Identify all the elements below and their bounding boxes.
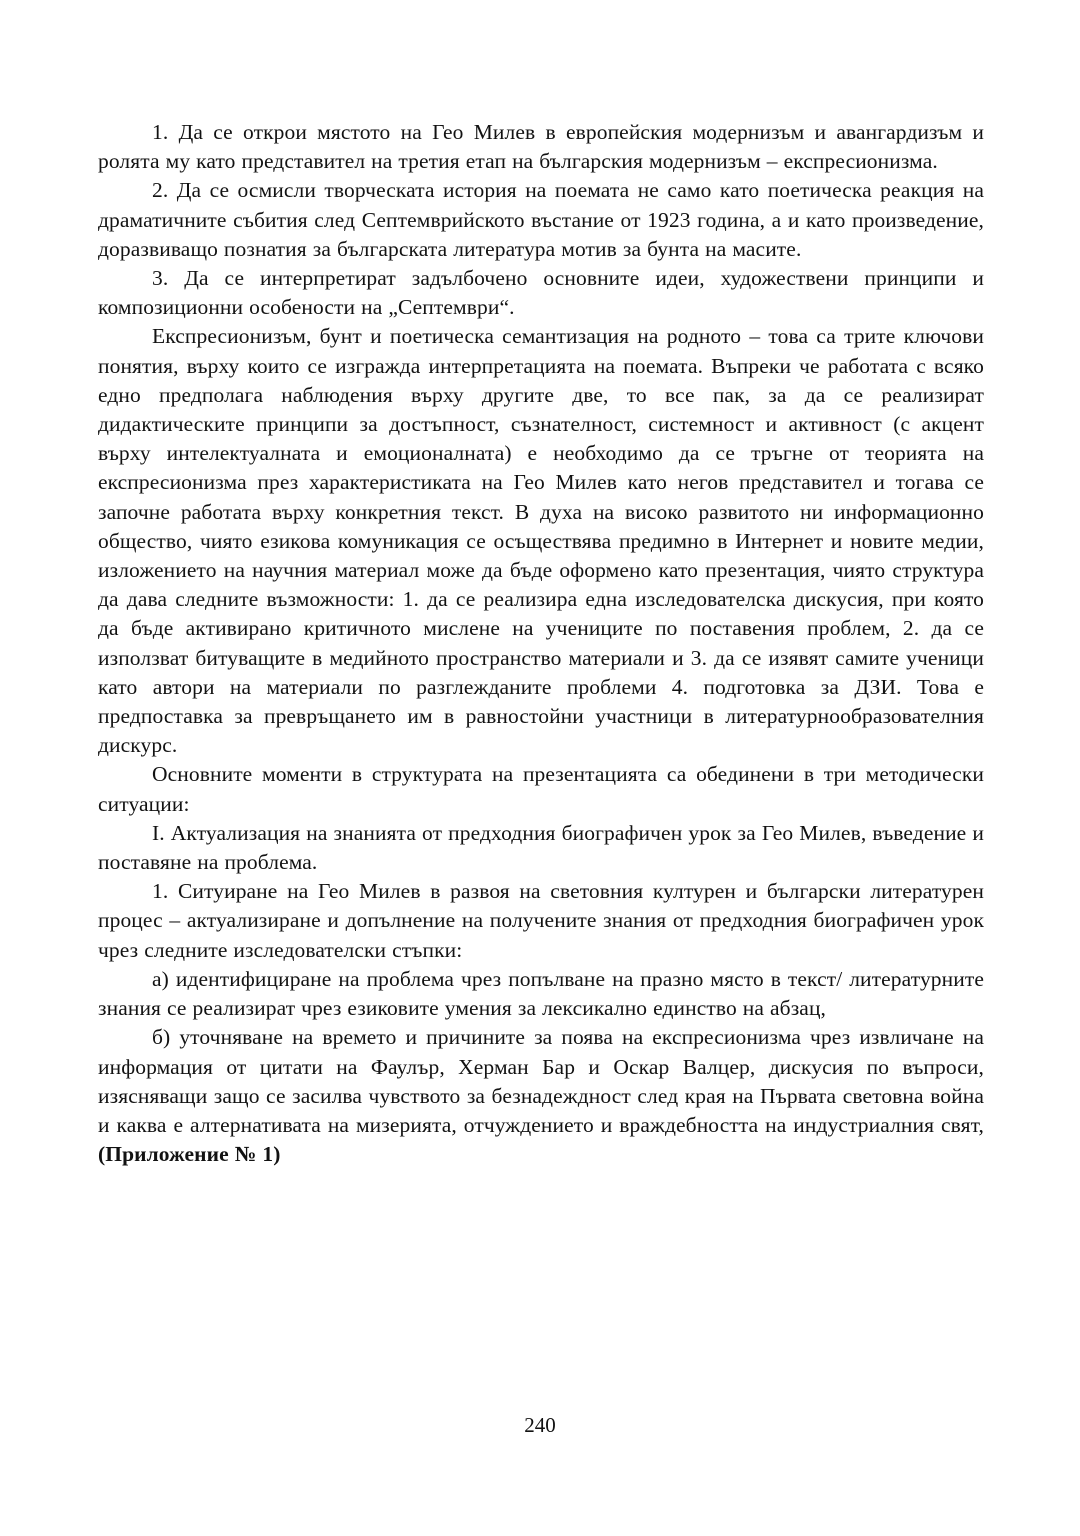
paragraph <box>98 176 984 264</box>
bold-text: (Приложение № 1) <box>98 1142 281 1167</box>
paragraph <box>98 877 984 965</box>
paragraph <box>98 760 984 818</box>
paragraph <box>98 1023 984 1169</box>
body-text: 1. Да се открои мястото на Гео Милев в европейския модернизъм и авангардизъм и ролята му като представител на третия етап на българския модернизъм – експресионизма. <box>98 120 984 174</box>
paragraph <box>98 118 984 176</box>
paragraph <box>98 965 984 1023</box>
body-text: 3. Да се интерпретират задълбочено основните идеи, художествени принципи и композиционни особености на „Септември“. <box>98 266 984 320</box>
page-text <box>98 118 984 1169</box>
body-text: Експресионизъм, бунт и поетическа семантизация на родното – това са трите ключови понятия, върху които се изгражда интерпретацията на поемата. Въпреки че работата с всяко едно предполага наблюдения върху другите две, то все пак, за да се реализират дидактическите принципи за достъпност, съзнателност, системност и активност (с акцент върху интелектуалната и емоционалната) е необходимо да се тръгне от теорията на експресионизма през характеристиката на Гео Милев като негов представител и тогава се започне работата върху конкретния текст. В духа на високо развитото ни информационно общество, чиято езикова комуникация се осъществява предимно в Интернет и новите медии, изложението на научния материал може да бъде оформено като презентация, чиято структура да дава следните възможности: 1. да се реализира една изследователска дискусия, при която да бъде активирано критичното мислене на учениците по поставения проблем, 2. да се използват битуващите в медийното пространство материали и 3. да се изявят самите ученици като автори на материали по разглежданите проблеми 4. подготовка за ДЗИ. Това е предпоставка за превръщането им в равностойни участници в литературнообразователния дискурс. <box>98 324 984 758</box>
body-text: Основните моменти в структурата на презентацията са обединени в три методически ситуации: <box>98 762 984 816</box>
paragraph <box>98 322 984 760</box>
body-text: б) уточняване на времето и причините за поява на експресионизма чрез извличане на информация от цитати на Фаулър, Херман Бар и Оскар Валцер, дискусия по въпроси, изясняващи защо се засилва чувството за безнадеждност след края на Първата световна война и каква е алтернативата на мизерията, отчуждението и враждебността на индустриалния свят, <box>98 1025 984 1137</box>
body-text: 1. Ситуиране на Гео Милев в развоя на световния културен и български литературен процес – актуализиране и допълнение на получените знания от предходния биографичен урок чрез следните изследователски стъпки: <box>98 879 984 962</box>
body-text: I. Актуализация на знанията от предходния биографичен урок за Гео Милев, въведение и поставяне на проблема. <box>98 820 984 875</box>
body-text: 2. Да се осмисли творческата история на поемата не само като поетическа реакция на драматичните събития след Септемврийското въстание от 1923 година, а и като произведение, доразвиващо познатия за българската литература мотив за бунта на масите. <box>98 178 984 261</box>
paragraph <box>98 819 984 877</box>
body-text: а) идентифициране на проблема чрез попълване на празно място в текст/ литературните знания се реализират чрез езиковите умения за лексикално единство на абзац, <box>98 966 984 1021</box>
page-number: 240 <box>524 1413 556 1437</box>
paragraph <box>98 264 984 322</box>
